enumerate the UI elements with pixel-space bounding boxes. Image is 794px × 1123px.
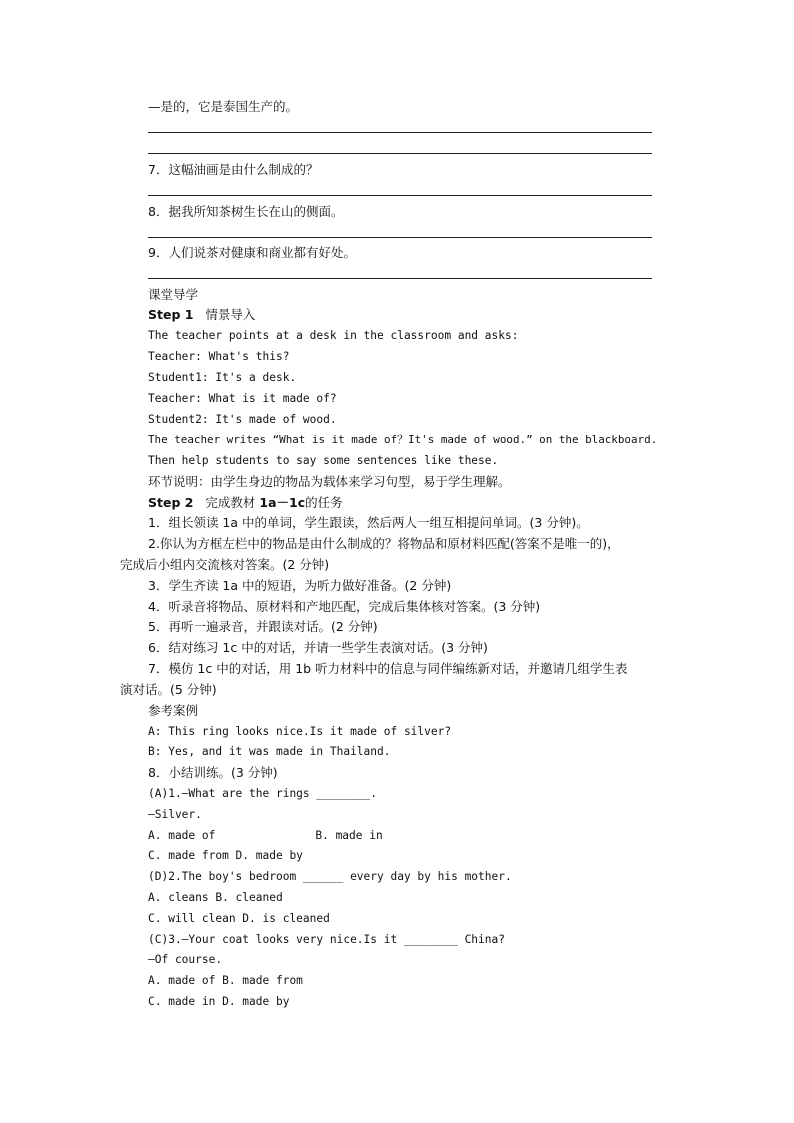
reference-line-a: A: This ring looks nice.Is it made of silver? (148, 725, 452, 738)
dialogue-line: Student1: It's a desk. (148, 371, 297, 384)
quiz-reply: —Silver. (148, 808, 202, 821)
answer-rule (148, 195, 652, 196)
quiz-option-b: B. made in (315, 829, 383, 842)
quiz-question-2: (D)2.The boy's bedroom ______ every day by his mother. (148, 870, 512, 883)
answer-rule (148, 237, 652, 238)
step-2-title-post: 的任务 (305, 495, 343, 510)
task-item: 1．组长领读 1a 中的单词，学生跟读，然后两人一组互相提问单词。(3 分钟)。 (148, 515, 589, 530)
question-9: 9．人们说茶对健康和商业都有好处。 (148, 245, 356, 260)
step-2-label: Step 2 (148, 495, 194, 510)
task-item: 5．再听一遍录音，并跟读对话。(2 分钟) (148, 619, 378, 634)
quiz-question-1: (A)1.—What are the rings ________. (148, 787, 378, 800)
dialogue-line: Student2: It's made of wood. (148, 413, 337, 426)
blackboard-line: The teacher writes “What is it made of？It's made of wood.” on the blackboard. (148, 433, 658, 446)
quiz-reply: —Of course. (148, 953, 223, 966)
quiz-options (148, 828, 383, 844)
step-1-title: 情景导入 (205, 307, 256, 322)
then-line: Then help students to say some sentences like these. (148, 454, 499, 467)
quiz-question-3: (C)3.—Your coat looks very nice.Is it ________ China? (148, 933, 505, 946)
step-1-heading (148, 307, 255, 323)
task-item: 6．结对练习 1c 中的对话，并请一些学生表演对话。(3 分钟) (148, 640, 488, 655)
task-item: 2.你认为方框左栏中的物品是由什么制成的？将物品和原材料匹配(答案不是唯一的)， (148, 536, 620, 551)
question-7: 7．这幅油画是由什么制成的？ (148, 162, 319, 177)
step-2-title-bold: 1a－1c (259, 495, 306, 510)
quiz-options: A. made of B. made from (148, 974, 303, 987)
quiz-options: C. made in D. made by (148, 995, 290, 1008)
quiz-options: A. cleans B. cleaned (148, 891, 283, 904)
question-8: 8．据我所知茶树生长在山的侧面。 (148, 204, 344, 219)
dialogue-line: Teacher: What is it made of? (148, 392, 337, 405)
task-item-continued: 演对话。(5 分钟) (120, 682, 217, 697)
step-note: 环节说明：由学生身边的物品为载体来学习句型，易于学生理解。 (148, 474, 511, 489)
answer-line-6: —是的，它是泰国生产的。 (148, 99, 299, 114)
dialogue-line: The teacher points at a desk in the classroom and asks: (148, 329, 519, 342)
dialogue-line: Teacher: What's this? (148, 350, 290, 363)
section-heading: 课堂导学 (148, 287, 199, 302)
answer-rule (148, 153, 652, 154)
quiz-options: C. made from D. made by (148, 849, 303, 862)
step-2-heading (148, 495, 343, 511)
quiz-options: C. will clean D. is cleaned (148, 912, 330, 925)
step-1-label: Step 1 (148, 307, 194, 322)
task-item: 3．学生齐读 1a 中的短语，为听力做好准备。(2 分钟) (148, 578, 452, 593)
task-item: 7．模仿 1c 中的对话，用 1b 听力材料中的信息与同伴编练新对话，并邀请几组学生表 (148, 661, 628, 676)
reference-heading: 参考案例 (148, 703, 199, 718)
task-item: 4．听录音将物品、原材料和产地匹配，完成后集体核对答案。(3 分钟) (148, 599, 541, 614)
task-item-continued: 完成后小组内交流核对答案。(2 分钟) (120, 557, 330, 572)
step-2-title-pre: 完成教材 (205, 495, 256, 510)
answer-rule (148, 278, 652, 279)
answer-rule (148, 132, 652, 133)
reference-line-b: B: Yes, and it was made in Thailand. (148, 745, 391, 758)
summary-heading: 8．小结训练。(3 分钟) (148, 765, 278, 780)
quiz-option-a: A. made of (148, 829, 216, 842)
